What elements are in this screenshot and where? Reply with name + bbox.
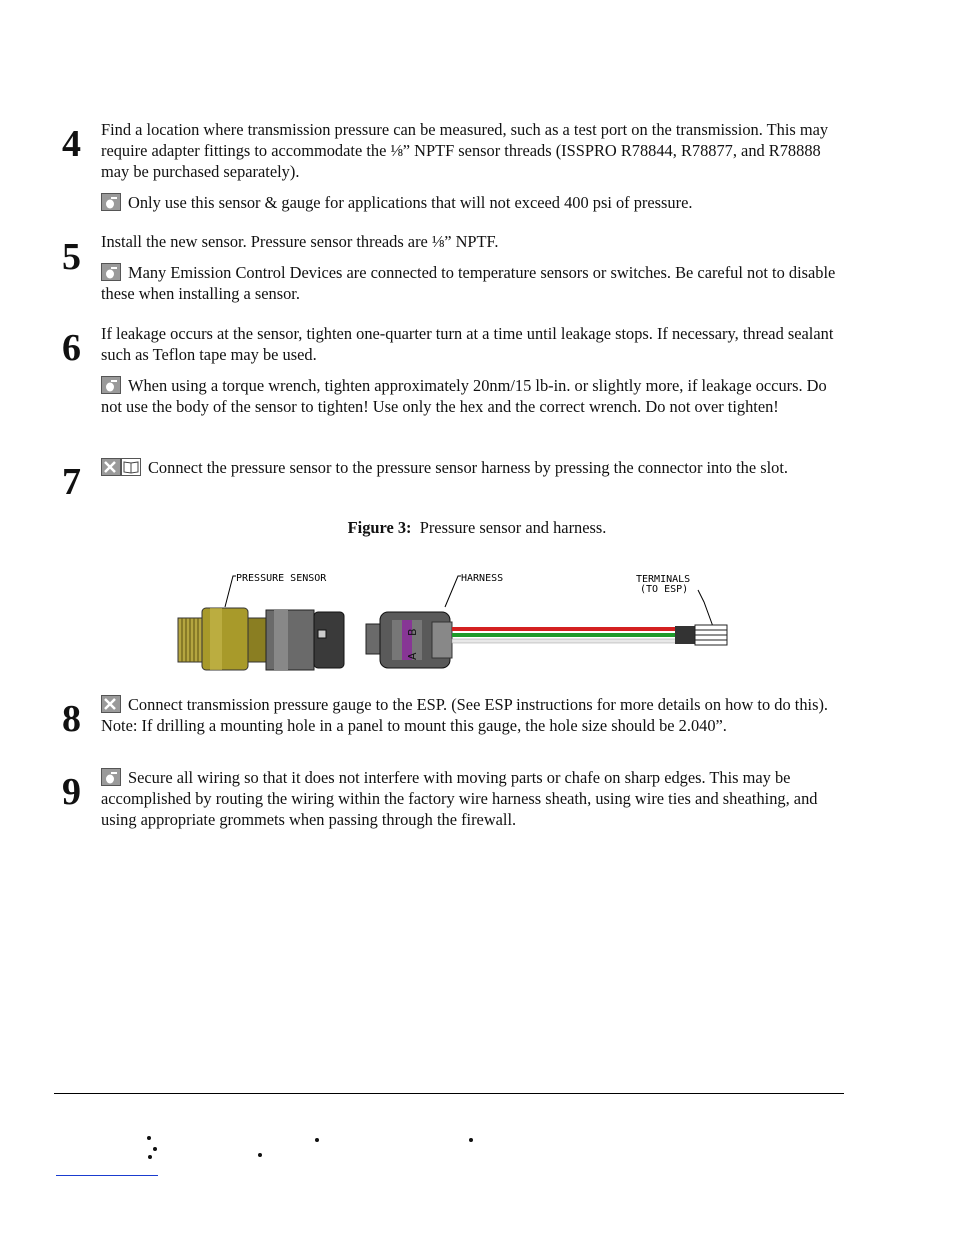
step-text: Install the new sensor. Pressure sensor threads are ⅛” NPTF. <box>101 232 499 251</box>
label-terminals: TERMINALS <box>636 574 691 585</box>
hand-pointing-icon <box>101 263 121 281</box>
step-text-wrap: Connect transmission pressure gauge to the ESP. (See ESP instructions for more details on how to do this). Note: If drilling a mounting hole in a panel to mount this gauge, the hole size should be 2.040”. <box>101 695 829 735</box>
step-note: When using a torque wrench, tighten approximately 20nm/15 lb-in. or slightly more, if leakage occurs. Do not use the body of the sensor to tighten! Use only the hex and the correct wrench. Do not over tighten! <box>101 376 827 416</box>
step-number: 7 <box>62 461 81 503</box>
hand-pointing-icon <box>101 768 121 786</box>
step-text: If leakage occurs at the sensor, tighten one-quarter turn at a time until leakage stops. If necessary, thread sealant such as Teflon tape may be used. <box>101 324 834 364</box>
pressure-sensor-harness-figure <box>170 562 740 677</box>
tools-icon <box>101 458 121 476</box>
tools-icon <box>101 695 121 713</box>
footer-marks <box>54 1125 554 1165</box>
figure-caption: Figure 3: Pressure sensor and harness. <box>347 518 607 537</box>
svg-text:B: B <box>406 628 419 636</box>
step-number: 5 <box>62 236 81 278</box>
step-note: Many Emission Control Devices are connected to temperature sensors or switches. Be careful not to disable these when installing a sensor. <box>101 263 836 303</box>
label-harness: HARNESS <box>461 573 504 584</box>
step-text-wrap: Connect the pressure sensor to the pressure sensor harness by pressing the connector into the slot. <box>101 457 843 478</box>
step-number: 4 <box>62 123 81 165</box>
svg-text:A: A <box>406 652 419 660</box>
footer-rule <box>54 1093 844 1094</box>
hand-pointing-icon <box>101 376 121 394</box>
footer-link-underline[interactable] <box>56 1175 158 1176</box>
step-text: Find a location where transmission pressure can be measured, such as a test port on the transmission. This may require adapter fittings to accommodate the ⅛” NPTF sensor threads (ISSPRO R78844, R78877, and R78888 may be purchased separately). <box>101 120 829 181</box>
step-text-wrap: Secure all wiring so that it does not interfere with moving parts or chafe on sharp edges. This may be accomplished by routing the wiring within the factory wire harness sheath, using wire ties and sheathing, and using appropriate grommets when passing through the firewall. <box>101 768 818 829</box>
book-icon <box>121 458 141 476</box>
step-number: 6 <box>62 327 81 369</box>
label-terminals-sub: (TO ESP) <box>640 584 689 595</box>
hand-pointing-icon <box>101 193 121 211</box>
step-number: 8 <box>62 698 81 740</box>
step-note: Only use this sensor & gauge for applications that will not exceed 400 psi of pressure. <box>101 192 843 213</box>
step-number: 9 <box>62 771 81 813</box>
label-pressure-sensor: PRESSURE SENSOR <box>236 573 327 584</box>
